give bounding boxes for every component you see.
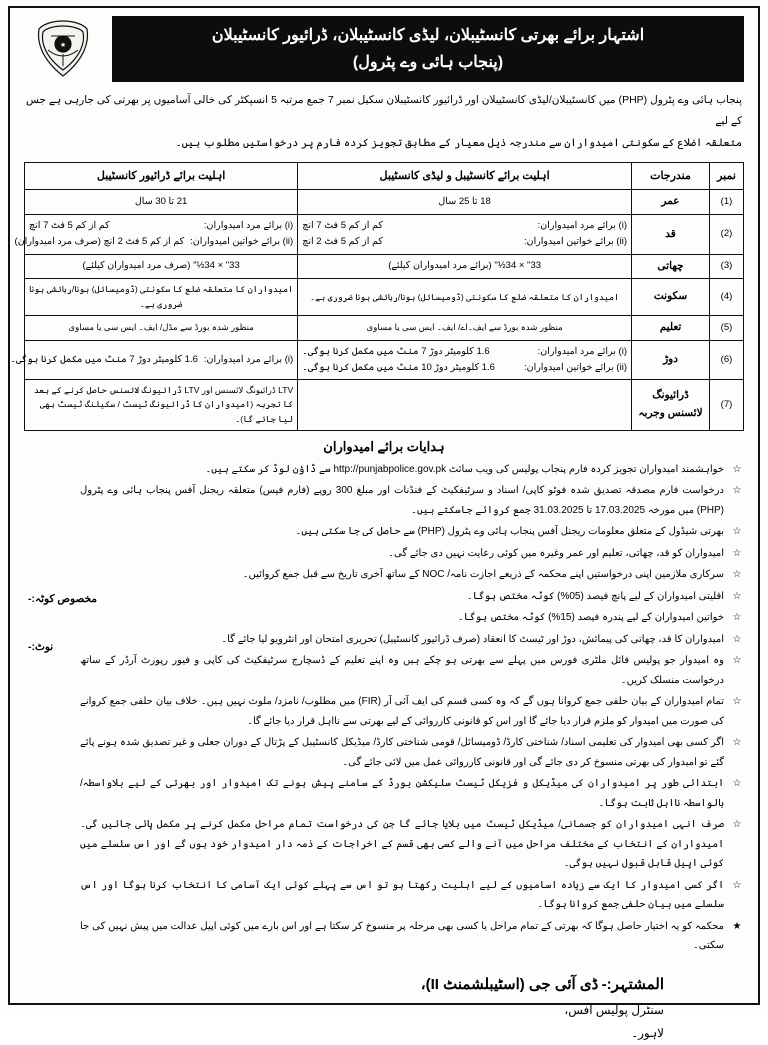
row-driver-value: 33" × 34½" (صرف مرد امیدواران کیلئے) <box>25 254 298 279</box>
instruction-text: صرف انہی امیدواران کو جسمانی/ میڈیکل ٹیسٹ میں بلایا جائے گا جن کی درخواست تمام مراحل مکمل کرنے پر مکمل پائی جائیں گی۔ امیدواران کے انتخاب کے مختلف مراحل میں آنے والے کسی بھی قسم کے اخراجات کے ذمہ دار امیدوار خود ہوں گے اور اس سلسلے میں کوئی اپیل قابل قبول نہیں ہوگی۔ <box>80 819 724 870</box>
subitem <box>29 218 293 234</box>
th-serial: نمبر <box>710 162 744 190</box>
subitem-label: برائے خواتین امیدواران: <box>523 361 614 373</box>
instruction-text: اگر کسی امیدوار کا ایک سے زیادہ اسامیوں کے لیے اہلیت رکھتا ہو تو اس سے پہلے کوئی ایک آسامی کا انتخاب کرنا ہوگا اور اس سلسلے میں بیان حلفی جمع کروانا ہوگا۔ <box>80 879 724 911</box>
instruction-text: درخواست فارم مصدقہ تصدیق شدہ فوٹو کاپی/ اسناد و سرٹیفکیٹ کے فنڈنات اور مبلغ 300 روپے (فارم فیس) متعلقہ ریجنل آفس پنجاب ہائی وے پٹرول (PHP) میں مورخہ 17.03.2025 تا 31.03.2025 جمع کروائے جاسکتے ہیں۔ <box>80 485 725 516</box>
intro-line-2: متعلقہ اضلاع کے سکونتی امیدواران سے مندرجہ ذیل معیار کے مطابق تجویز کردہ فارم پر درخواستیں مطلوب ہیں۔ <box>175 137 742 150</box>
row-serial: (7) <box>710 379 744 430</box>
th-driver: اہلیت برائے ڈرائیور کانسٹیبل <box>25 162 298 190</box>
list-item <box>80 607 744 629</box>
row-constable-value: منظور شدہ بورڈ سے ایف۔اے/ ایف۔ ایس سی یا مساوی <box>298 315 632 340</box>
row-category: دوڑ <box>632 340 710 379</box>
table-row <box>25 254 744 279</box>
list-item <box>80 814 744 875</box>
star-icon: ☆ <box>732 819 742 831</box>
subitem <box>10 352 294 368</box>
subitem <box>302 234 627 250</box>
star-icon: ☆ <box>732 485 742 497</box>
instruction-text: سرکاری ملازمین اپنی درخواستیں اپنے محکمہ کے ذریعے اجازت نامہ/ NOC کے ساتھ آخری تاریخ سے قبل جمع کروائیں۔ <box>242 569 724 581</box>
document-footer <box>24 971 744 1045</box>
list-item <box>80 650 744 691</box>
list-item <box>80 732 744 773</box>
subitem-index: (i) <box>618 220 627 232</box>
row-category: قد <box>632 215 710 254</box>
subitem-index: (ii) <box>282 236 294 248</box>
row-driver-value: منظور شدہ بورڈ سے مڈل/ ایف۔ ایس سی یا مساوی <box>25 315 298 340</box>
title-line-1: اشتہار برائے بھرتی کانسٹیبلان، لیڈی کانسٹیبلان، ڈرائیور کانسٹیبلان <box>211 27 645 44</box>
row-serial: (4) <box>710 279 744 315</box>
subitem <box>302 344 627 360</box>
row-constable-value: 18 تا 25 سال <box>298 190 632 215</box>
subitem-value: کم از کم 5 فٹ 7 انچ <box>29 220 110 232</box>
subitem-label: برائے مرد امیدواران: <box>537 220 616 232</box>
table-row <box>25 340 744 379</box>
table-row <box>25 315 744 340</box>
instruction-text: اگر کسی بھی امیدوار کی تعلیمی اسناد/ شناختی کارڈ/ ڈومیسائل/ قومی شناختی کارڈ/ میڈیکل کانسٹیبل کے پڑتال کے دوران جعلی و غیر تصدیق شدہ ہونے پائے گئے تو امیدوار کی بھرتی منسوخ کر دی جائے گی اور قانونی کارروائی عمل میں لائی جائے گی۔ <box>80 737 724 768</box>
list-item <box>80 480 744 521</box>
instruction-text: اقلیتی امیدواران کے لیے پانچ فیصد (05%) کوٹہ مختص ہوگا۔ <box>466 590 724 602</box>
instruction-text: امیدواران کو قد، چھاتی، تعلیم اور عمر وغیرہ میں کوئی رعایت نہیں دی جائے گی۔ <box>388 547 724 559</box>
instruction-text: خواہشمند امیدواران تجویز کردہ فارم پنجاب پولیس کی ویب سائٹ http://punjabpolice.gov.pk سے ڈاؤن لوڈ کر سکتے ہیں۔ <box>205 463 724 475</box>
list-item <box>80 543 744 565</box>
list-item <box>80 521 744 543</box>
title-line-2: (پنجاب ہائی وے پٹرول) <box>352 54 504 72</box>
table-row <box>25 279 744 315</box>
instruction-text: ابتدائی طور پر امیدواران کی میڈیکل و فزیکل ٹیسٹ سلیکشن بورڈ کے سامنے پیش ہونے تک امیدوار اور بھرتی کے لیے بلاواسطہ/ بالواسطہ نااہل ثابت ہوگا۔ <box>80 778 724 809</box>
title-banner <box>112 16 744 82</box>
row-constable-value: امیدواران کا متعلقہ ضلع کا سکونتی (ڈومیسائل) ہونا/رہائشی ہونا ضروری ہے۔ <box>298 279 632 315</box>
row-category: ڈرائیونگ لائسنس وجربہ <box>632 379 710 430</box>
list-item <box>80 564 744 586</box>
subitem-index: (i) <box>618 345 627 357</box>
row-serial: (6) <box>710 340 744 379</box>
subitem-index: (i) <box>284 353 294 365</box>
star-icon: ☆ <box>732 463 742 475</box>
subitem-value: 1.6 کلومیٹر دوڑ 7 منٹ میں مکمل کرنا ہوگی۔ <box>302 345 490 357</box>
instruction-text: امیدواران کا قد، چھاتی کی پیمائش، دوڑ اور ٹیسٹ کا انعقاد (صرف ڈرائیور کانسٹیبل) تحریری امتحان اور انٹرویو لیا جائے گا۔ <box>221 633 724 645</box>
instruction-text: تمام امیدواران کے بیان حلفی جمع کروانا ہوں گے کہ وہ کسی قسم کی ایف آئی آر (FIR) میں مطلوب/ نامزد/ ملوث نہیں ہیں۔ خلاف بیان حلفی جمع کروانے کی صورت میں امیدوار کو ملزم قرار دیا جائے گا اور اس کو قانونی کارروائی کے لیے بھرتی سے نااہل قرار دیا جائے گا۔ <box>80 696 724 727</box>
th-category: مندرجات <box>632 162 710 190</box>
subitem-value: کم از کم 5 فٹ 2 انچ (صرف مرد امیدواران) <box>14 236 185 248</box>
instruction-text: خواتین امیدواران کے لیے پندرہ فیصد (15%) کوٹہ مختص ہوگا۔ <box>457 612 724 624</box>
instruction-text: وہ امیدوار جو پولیس فائل ملٹری فورس میں پہلے سے بھرتی ہو چکے ہیں وہ اپنے تعلیم کے ڈسچارج سرٹیفکیٹ کی کاپی و فیور رپورٹ آرڈر کے ساتھ درخواست منسلک کریں۔ <box>80 655 724 686</box>
instruction-text: محکمہ کو یہ اختیار حاصل ہوگا کہ بھرتی کے تمام مراحل یا کسی بھی مرحلہ پر منسوخ کر سکتا ہے اور اس بارے میں کوئی اپیل عدالت میں پیش نہیں کی جا سکتی۔ <box>80 920 724 952</box>
issued-by-row <box>24 971 664 1000</box>
subitem-index: (ii) <box>616 236 627 248</box>
instruction-text: بھرتی شیڈول کے متعلق معلومات ریجنل آفس پنجاب ہائی وے پٹرول (PHP) سے حاصل کی جا سکتی ہیں۔ <box>295 526 724 538</box>
subitem-label: برائے مرد امیدواران: <box>203 220 283 232</box>
table-header-row <box>25 162 744 190</box>
subitem <box>14 234 294 250</box>
office-name: سنٹرل پولیس آفس، <box>564 1003 664 1018</box>
note-label: نوٹ:- <box>28 640 54 653</box>
subitem-label: برائے خواتین امیدواران: <box>190 236 280 248</box>
star-icon: ☆ <box>732 569 742 581</box>
star-icon: ☆ <box>732 590 742 602</box>
row-constable-value <box>298 379 632 430</box>
table-row <box>25 379 744 430</box>
subitem-label: برائے مرد امیدواران: <box>537 345 616 357</box>
star-icon: ☆ <box>732 778 742 790</box>
list-item <box>80 875 744 916</box>
row-serial: (1) <box>710 190 744 215</box>
list-item <box>80 773 744 814</box>
subitem-index: (i) <box>284 220 294 232</box>
star-icon: ☆ <box>732 547 742 559</box>
row-constable-value: 33" × 34½" (برائے مرد امیدواران کیلئے) <box>298 254 632 279</box>
subitem-value: 1.6 کلومیٹر دوڑ 7 منٹ میں مکمل کرنا ہوگی۔ <box>10 353 198 365</box>
th-constable: اہلیت برائے کانسٹیبل و لیڈی کانسٹیبل <box>298 162 632 190</box>
star-icon: ☆ <box>732 526 742 538</box>
subitem-value: کم از کم 5 فٹ 7 انچ <box>302 220 383 232</box>
list-item <box>80 916 744 957</box>
row-category: تعلیم <box>632 315 710 340</box>
subitem <box>302 218 627 234</box>
row-serial: (5) <box>710 315 744 340</box>
row-driver-value: LTV ڈرائیونگ لائسنس اور LTV ڈرائیونگ لائسنس حاصل کرنے کے بعد کا تجربہ (امیدواران کا ڈرائیونگ ٹیسٹ / سکیلنگ ٹیسٹ بھی لیا جائے گا)۔ <box>25 379 298 430</box>
row-serial: (3) <box>710 254 744 279</box>
row-category: چھاتی <box>632 254 710 279</box>
row-constable-value <box>298 215 632 254</box>
row-driver-value: امیدواران کا متعلقہ ضلع کا سکونتی (ڈومیسائل) ہونا/رہائشی ہونا ضروری ہے۔ <box>25 279 298 315</box>
list-item <box>80 691 744 732</box>
punjab-police-crest-icon <box>24 17 102 81</box>
star-icon: ★ <box>732 920 742 932</box>
star-icon: ☆ <box>732 879 742 891</box>
instructions-section <box>24 459 744 957</box>
star-icon: ☆ <box>732 612 742 624</box>
table-row <box>25 190 744 215</box>
intro-paragraph <box>24 88 744 161</box>
table-row <box>25 215 744 254</box>
list-item <box>80 586 744 608</box>
row-serial: (2) <box>710 215 744 254</box>
row-driver-value <box>10 340 298 379</box>
row-driver-value <box>14 215 298 254</box>
subitem-label: برائے خواتین امیدواران: <box>523 236 614 248</box>
subitem-value: 1.6 کلومیٹر دوڑ 10 منٹ میں مکمل کرنا ہوگی۔ <box>302 361 495 373</box>
star-icon: ☆ <box>732 696 742 708</box>
row-category: سکونت <box>632 279 710 315</box>
eligibility-table <box>10 162 744 431</box>
subitem-label: برائے مرد امیدواران: <box>203 353 283 365</box>
quota-label: مخصوص کوٹہ:- <box>28 592 98 605</box>
subitem <box>302 360 627 376</box>
intro-line-1: پنجاب ہائی وے پٹرول (PHP) میں کانسٹیبلان/لیڈی کانسٹیبلان اور ڈرائیور کانسٹیبلان سکیل نمبر 7 جمع مرتبہ 5 انسپکٹر کی خالی آسامیوں پر بھرتی کی جارہی ہے جس کے لیے <box>26 94 743 127</box>
issued-by-value: ڈی آئی جی (اسٹیبلشمنٹ II)، <box>420 975 599 993</box>
office-city: لاہور۔ <box>631 1025 664 1040</box>
instructions-title: ہدایات برائے امیدواران <box>323 438 445 454</box>
list-item <box>80 459 744 481</box>
subitem-index: (ii) <box>616 361 627 373</box>
subitem-value: کم از کم 5 فٹ 2 انچ <box>302 236 383 248</box>
instructions-list <box>80 459 744 957</box>
issued-by-label: المشتہر:- <box>601 975 664 993</box>
svg-text:★: ★ <box>59 42 67 50</box>
row-constable-value <box>298 340 632 379</box>
document-header <box>24 16 744 82</box>
star-icon: ☆ <box>732 633 742 645</box>
row-driver-value: 21 تا 30 سال <box>25 190 298 215</box>
star-icon: ☆ <box>732 655 742 667</box>
row-category: عمر <box>632 190 710 215</box>
star-icon: ☆ <box>732 737 742 749</box>
list-item <box>80 629 744 651</box>
